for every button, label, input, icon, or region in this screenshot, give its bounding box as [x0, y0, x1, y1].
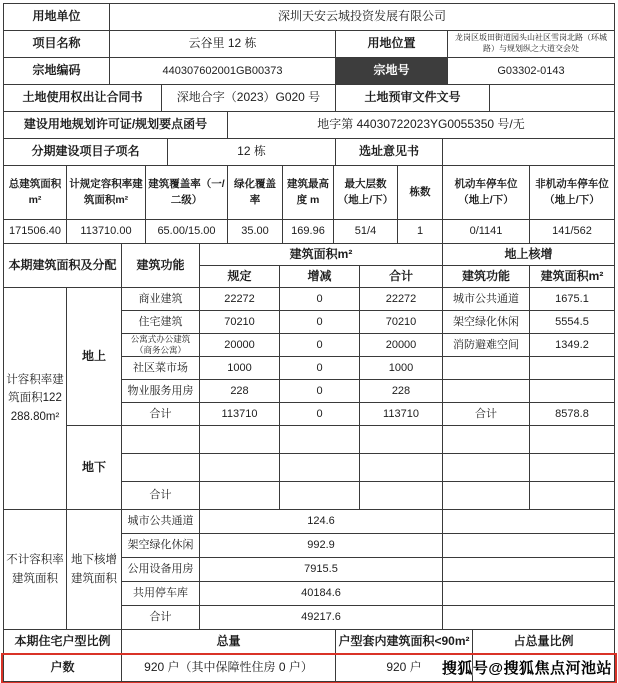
- bonus-function-cell: 合计: [443, 403, 530, 426]
- unit-count-under90: 920 户: [336, 654, 473, 681]
- land-user-value: 深圳天安云城投资发展有限公司: [110, 4, 614, 31]
- table-row: [122, 288, 614, 311]
- total-cell: 1000: [360, 357, 443, 380]
- change-cell: 0: [280, 380, 360, 403]
- change-cell: 0: [280, 311, 360, 334]
- main-area-body: [4, 288, 614, 510]
- nofar-empty-cell: [443, 558, 614, 582]
- bonus-area-cell: 1349.2: [530, 334, 614, 357]
- below-ground-label: 地下: [67, 426, 122, 510]
- info-row-land-user: [4, 4, 614, 31]
- land-location-value: 龙岗区坂田街道园头山社区雪岗北路（环城路）与规划纵之大道交会处: [448, 31, 614, 58]
- planning-permit-table: [3, 3, 615, 682]
- info-row-contract: [4, 85, 614, 112]
- nofar-name-cell: 公用设备用房: [122, 558, 200, 582]
- main-bonus-col-group: [443, 244, 614, 288]
- main-subheader-row-right: [443, 266, 614, 288]
- required-cell: 113710: [200, 403, 280, 426]
- above-below-column: [67, 288, 122, 510]
- nofar-name-cell: 城市公共通道: [122, 510, 200, 534]
- bonus-function-cell: 城市公共通道: [443, 288, 530, 311]
- bonus-function-cell: [443, 357, 530, 380]
- stats-header-row: [4, 166, 614, 220]
- total-cell: 20000: [360, 334, 443, 357]
- unit-count-total: 920 户（其中保障性住房 0 户）: [122, 654, 336, 681]
- subproject-value: 12 栋: [168, 139, 336, 166]
- table-row: [122, 510, 614, 534]
- stat-header-parking: 机动车停车位（地上/下）: [443, 166, 530, 220]
- stat-value-green: 35.00: [228, 220, 283, 244]
- total-cell: 70210: [360, 311, 443, 334]
- stat-value-bike-parking: 141/562: [530, 220, 614, 244]
- function-cell: 合计: [122, 482, 200, 510]
- bonus-function-cell: [443, 454, 530, 482]
- bonus-area-cell: [530, 380, 614, 403]
- stat-header-blocks: 栋数: [398, 166, 443, 220]
- land-grant-contract-label: 土地使用权出让合同书: [4, 85, 162, 112]
- required-cell: [200, 426, 280, 454]
- required-cell: [200, 482, 280, 510]
- bonus-area-cell: 1675.1: [530, 288, 614, 311]
- land-user-label: 用地单位: [4, 4, 110, 31]
- table-row: [122, 454, 614, 482]
- total-cell: 228: [360, 380, 443, 403]
- bonus-area-cell: 5554.5: [530, 311, 614, 334]
- unit-total-header: 总量: [122, 630, 336, 654]
- required-cell: 22272: [200, 288, 280, 311]
- table-row-subtotal: [122, 403, 614, 426]
- info-row-project: [4, 31, 614, 58]
- bonus-area-cell: [530, 357, 614, 380]
- bonus-function-cell: [443, 380, 530, 403]
- bonus-function-cell: 消防避难空间: [443, 334, 530, 357]
- watermark-text: 搜狐号@搜狐焦点河池站: [441, 660, 612, 677]
- stat-header-far-gfa: 计规定容积率建筑面积m²: [67, 166, 146, 220]
- change-cell: 0: [280, 357, 360, 380]
- main-section-label: 本期建筑面积及分配: [4, 244, 122, 288]
- change-cell: [280, 482, 360, 510]
- function-cell: 公寓式办公建筑（商务公寓）: [122, 334, 200, 357]
- nofar-empty-cell: [443, 510, 614, 534]
- unit-ratio-col-header: 占总量比例: [473, 630, 614, 654]
- nofar-name-cell: 合计: [122, 606, 200, 630]
- required-cell: [200, 454, 280, 482]
- nofar-empty-cell: [443, 606, 614, 630]
- land-grant-contract-value: 深地合字（2023）G020 号: [162, 85, 336, 112]
- info-row-parcel: [4, 58, 614, 85]
- bonus-area-cell: [530, 426, 614, 454]
- required-cell: 228: [200, 380, 280, 403]
- table-row: [122, 334, 614, 357]
- unit-count-label: 户数: [4, 654, 122, 681]
- total-cell: [360, 426, 443, 454]
- main-subheader-row-left: [200, 266, 443, 288]
- function-cell: 合计: [122, 403, 200, 426]
- planning-permit-value: 地字第 44030722023YG0055350 号/无: [228, 112, 614, 139]
- main-function-col-label: 建筑功能: [122, 244, 200, 288]
- preapproval-doc-value: [490, 85, 614, 112]
- stat-value-blocks: 1: [398, 220, 443, 244]
- bonus-area-cell: [530, 454, 614, 482]
- total-cell: 113710: [360, 403, 443, 426]
- total-cell: 22272: [360, 288, 443, 311]
- planning-permit-label: 建设用地规划许可证/规划要点函号: [4, 112, 228, 139]
- project-name-value: 云谷里 12 栋: [110, 31, 336, 58]
- info-row-subproject: [4, 139, 614, 166]
- stat-value-far-gfa: 113710.00: [67, 220, 146, 244]
- main-bonus-col-label: 地上核增: [443, 244, 614, 266]
- function-cell: [122, 454, 200, 482]
- nofar-value-cell: 49217.6: [200, 606, 443, 630]
- function-cell: [122, 426, 200, 454]
- table-row-subtotal: [122, 482, 614, 510]
- nofar-value-cell: 124.6: [200, 510, 443, 534]
- table-row: [122, 582, 614, 606]
- required-cell: 70210: [200, 311, 280, 334]
- table-row-subtotal: [122, 606, 614, 630]
- stat-header-bike-parking: 非机动车停车位（地上/下）: [530, 166, 614, 220]
- nofar-value-cell: 40184.6: [200, 582, 443, 606]
- table-row: [122, 534, 614, 558]
- bonus-function-cell: [443, 482, 530, 510]
- stat-header-floors: 最大层数（地上/下）: [334, 166, 398, 220]
- nofar-value-cell: 7915.5: [200, 558, 443, 582]
- subheader-change: 增减: [280, 266, 360, 288]
- function-cell: 物业服务用房: [122, 380, 200, 403]
- subheader-required: 规定: [200, 266, 280, 288]
- main-area-header: [4, 244, 614, 288]
- unit-ratio-header-row: [4, 630, 614, 654]
- table-row: [122, 426, 614, 454]
- info-row-permit: [4, 112, 614, 139]
- change-cell: 0: [280, 403, 360, 426]
- change-cell: 0: [280, 334, 360, 357]
- function-cell: 商业建筑: [122, 288, 200, 311]
- nofar-name-cell: 架空绿化休闲: [122, 534, 200, 558]
- nofar-label: 不计容积率建筑面积: [4, 510, 67, 630]
- parcel-code-value: 440307602001GB00373: [110, 58, 336, 85]
- nofar-name-cell: 共用停车库: [122, 582, 200, 606]
- above-ground-label: 地上: [67, 288, 122, 426]
- table-row: [122, 311, 614, 334]
- main-area-col-label: 建筑面积m²: [200, 244, 443, 266]
- subheader-bonus-area: 建筑面积m²: [530, 266, 614, 288]
- unit-ratio-title: 本期住宅户型比例: [4, 630, 122, 654]
- stat-header-total-gfa: 总建筑面积m²: [4, 166, 67, 220]
- main-rows: [122, 288, 614, 510]
- project-name-label: 项目名称: [4, 31, 110, 58]
- far-counted-label: 计容积率建筑面积122288.80m²: [4, 288, 67, 510]
- preapproval-doc-label: 土地预审文件文号: [336, 85, 490, 112]
- bonus-area-cell: [530, 482, 614, 510]
- table-row: [122, 558, 614, 582]
- parcel-number-value: G03302-0143: [448, 58, 614, 85]
- change-cell: 0: [280, 288, 360, 311]
- main-area-col-group: [200, 244, 443, 288]
- nofar-value-cell: 992.9: [200, 534, 443, 558]
- bonus-area-cell: 8578.8: [530, 403, 614, 426]
- stat-value-parking: 0/1141: [443, 220, 530, 244]
- function-cell: 住宅建筑: [122, 311, 200, 334]
- stat-header-green: 绿化覆盖率: [228, 166, 283, 220]
- stat-value-height: 169.96: [283, 220, 334, 244]
- stat-value-total-gfa: 171506.40: [4, 220, 67, 244]
- subproject-label: 分期建设项目子项名: [4, 139, 168, 166]
- subheader-bonus-function: 建筑功能: [443, 266, 530, 288]
- change-cell: [280, 454, 360, 482]
- stat-value-floors: 51/4: [334, 220, 398, 244]
- table-row: [122, 357, 614, 380]
- nofar-empty-cell: [443, 582, 614, 606]
- required-cell: 1000: [200, 357, 280, 380]
- site-opinion-label: 选址意见书: [336, 139, 443, 166]
- required-cell: 20000: [200, 334, 280, 357]
- subheader-total: 合计: [360, 266, 443, 288]
- unit-area-header: 户型套内建筑面积<90m²: [336, 630, 473, 654]
- bonus-function-cell: [443, 426, 530, 454]
- parcel-code-label: 宗地编码: [4, 58, 110, 85]
- bonus-function-cell: 架空绿化休闲: [443, 311, 530, 334]
- parcel-number-label: 宗地号: [336, 58, 448, 85]
- change-cell: [280, 426, 360, 454]
- nofar-empty-cell: [443, 534, 614, 558]
- stat-header-coverage: 建筑覆盖率（一/二级）: [146, 166, 228, 220]
- nofar-sub-label: 地下核增建筑面积: [67, 510, 122, 630]
- site-opinion-value: [443, 139, 614, 166]
- nofar-rows: [122, 510, 614, 630]
- stat-value-coverage: 65.00/15.00: [146, 220, 228, 244]
- land-location-label: 用地位置: [336, 31, 448, 58]
- function-cell: 社区菜市场: [122, 357, 200, 380]
- nofar-section: [4, 510, 614, 630]
- stats-value-row: [4, 220, 614, 244]
- table-row: [122, 380, 614, 403]
- stat-header-height: 建筑最高度 m: [283, 166, 334, 220]
- total-cell: [360, 482, 443, 510]
- total-cell: [360, 454, 443, 482]
